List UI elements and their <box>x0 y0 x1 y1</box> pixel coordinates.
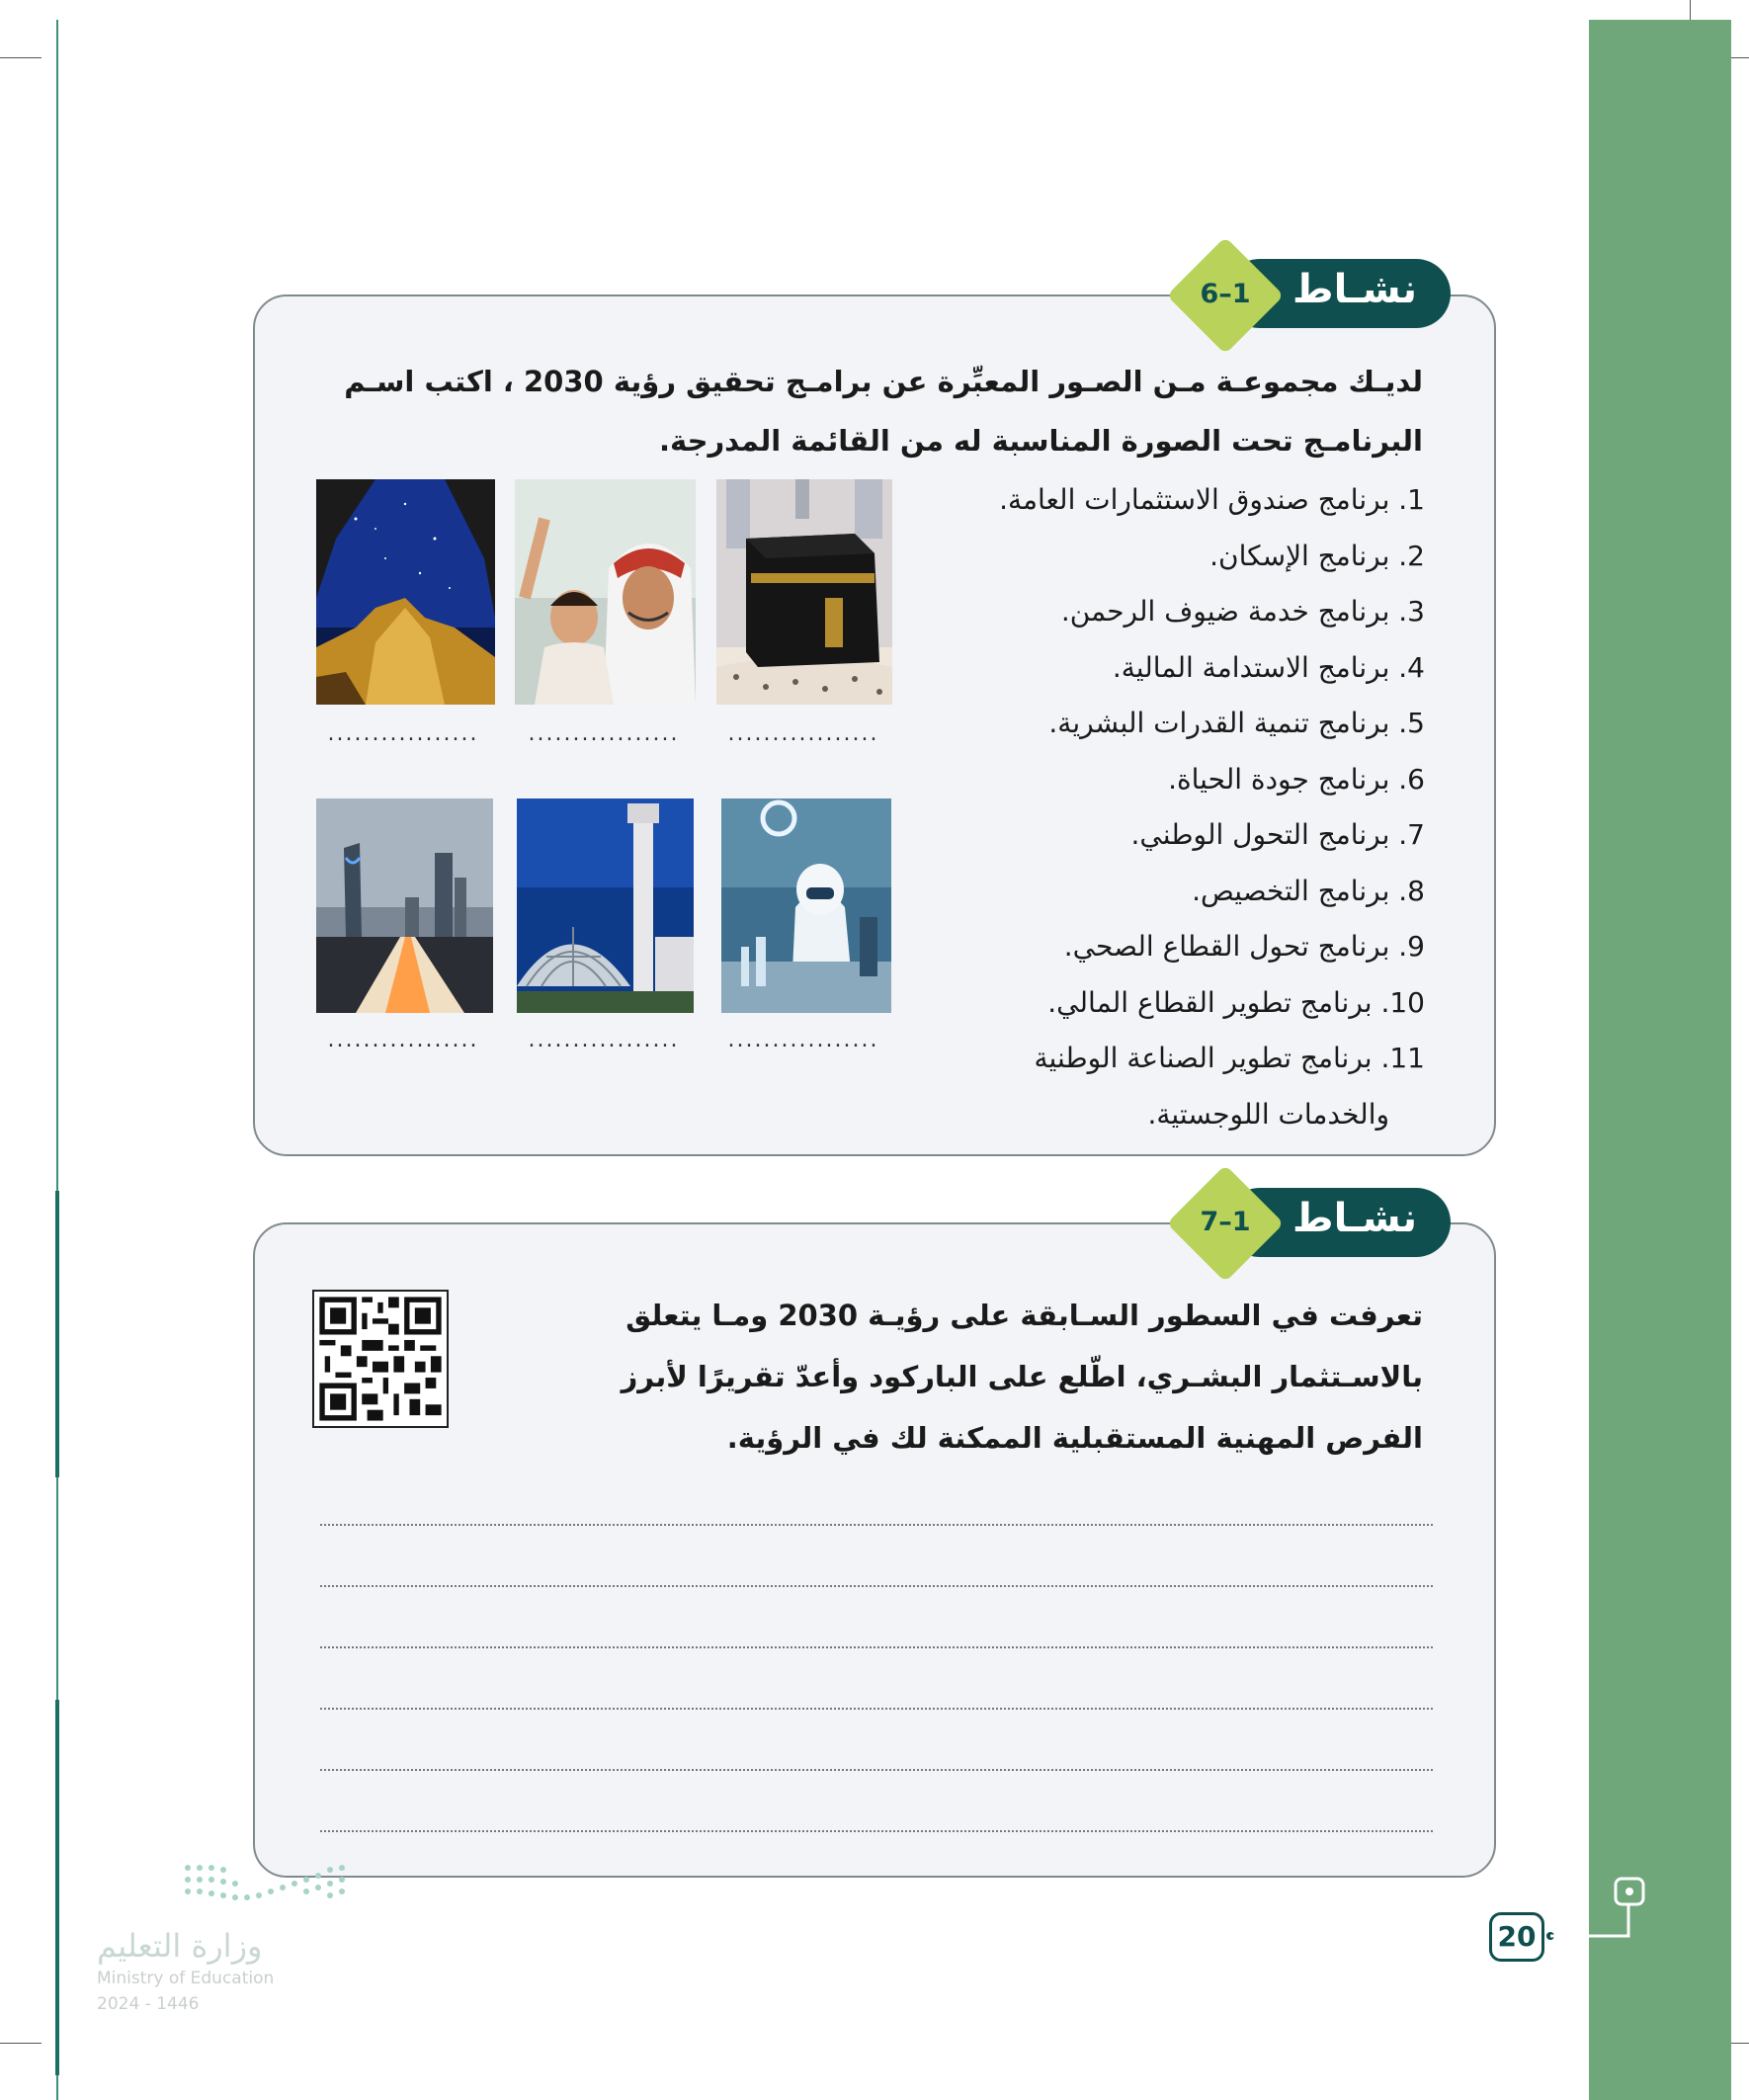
crop-mark <box>0 57 42 58</box>
list-item: والخدمات اللوجستية. <box>1147 1097 1389 1131</box>
answer-line[interactable] <box>320 1830 1433 1832</box>
list-item: 7. برنامج التحول الوطني. <box>1130 818 1425 851</box>
list-item: 6. برنامج جودة الحياة. <box>1168 762 1425 796</box>
kaaba-photo <box>716 479 892 705</box>
list-item: 8. برنامج التخصيص. <box>1192 874 1425 907</box>
answer-blank[interactable]: ................. <box>727 1028 879 1052</box>
qr-code[interactable] <box>312 1290 449 1428</box>
answer-blank[interactable]: ................. <box>528 1028 680 1052</box>
desert-night-photo <box>316 479 495 705</box>
chapter-sidebar <box>1589 20 1731 2100</box>
activity-7-1-instructions: تعرفت في السطور السـابقة على رؤيـة 2030 ومـا يتعلق بالاسـتثمار البشـري، اطّلع على الباركود وأعدّ تقريرًا لأبرز الفرص المهنية المستقبلية الممكنة لك في الرؤية. <box>621 1299 1423 1455</box>
activity-6-1-instructions: لديـك مجموعـة مـن الصـور المعبِّرة عن برامـج تحقيق رؤية 2030 ، اكتب اسـم البرنامـج تحت الصورة المناسبة له من القائمة المدرجة. <box>344 365 1423 458</box>
list-item: 5. برنامج تنمية القدرات البشرية. <box>1048 707 1425 739</box>
activity-title: نشـاط <box>1292 1196 1417 1241</box>
page-connector-icon <box>1544 1871 1653 1940</box>
page-number: 20 <box>1489 1912 1544 1962</box>
answer-blank[interactable]: ................. <box>327 721 479 746</box>
answer-line[interactable] <box>320 1769 1433 1771</box>
ministry-logo-icon <box>178 1858 356 1907</box>
list-item: 4. برنامج الاستدامة المالية. <box>1112 650 1425 684</box>
family-photo <box>515 479 696 705</box>
edition-year: 2024 - 1446 <box>97 1994 200 2014</box>
answer-blank[interactable]: ................. <box>727 721 879 746</box>
riyadh-skyline-photo <box>316 798 493 1013</box>
activity-number: 7–1 <box>1200 1207 1251 1237</box>
crop-mark <box>0 2043 42 2044</box>
answer-blank[interactable]: ................. <box>528 721 680 746</box>
list-item: 1. برنامج صندوق الاستثمارات العامة. <box>999 483 1425 516</box>
list-item: 2. برنامج الإسكان. <box>1209 539 1425 572</box>
list-item: 9. برنامج تحول القطاع الصحي. <box>1063 930 1425 963</box>
list-item: 10. برنامج تطوير القطاع المالي. <box>1047 985 1425 1019</box>
dome-building-photo <box>517 798 694 1013</box>
page-margin-accent <box>55 1700 59 2075</box>
ministry-name-english: Ministry of Education <box>97 1969 275 1988</box>
answer-line[interactable] <box>320 1646 1433 1648</box>
activity-number: 6–1 <box>1200 279 1251 309</box>
ministry-name-arabic: وزارة التعليم <box>97 1927 263 1965</box>
programs-list <box>1000 472 1425 1142</box>
list-item: 11. برنامج تطوير الصناعة الوطنية <box>1034 1042 1425 1074</box>
activity-title: نشـاط <box>1292 267 1417 312</box>
laboratory-photo <box>721 798 891 1013</box>
list-item: 3. برنامج خدمة ضيوف الرحمن. <box>1060 595 1425 628</box>
answer-line[interactable] <box>320 1524 1433 1526</box>
page-margin-accent <box>55 1191 59 1477</box>
answer-line[interactable] <box>320 1708 1433 1710</box>
answer-line[interactable] <box>320 1585 1433 1587</box>
answer-blank[interactable]: ................. <box>327 1028 479 1052</box>
